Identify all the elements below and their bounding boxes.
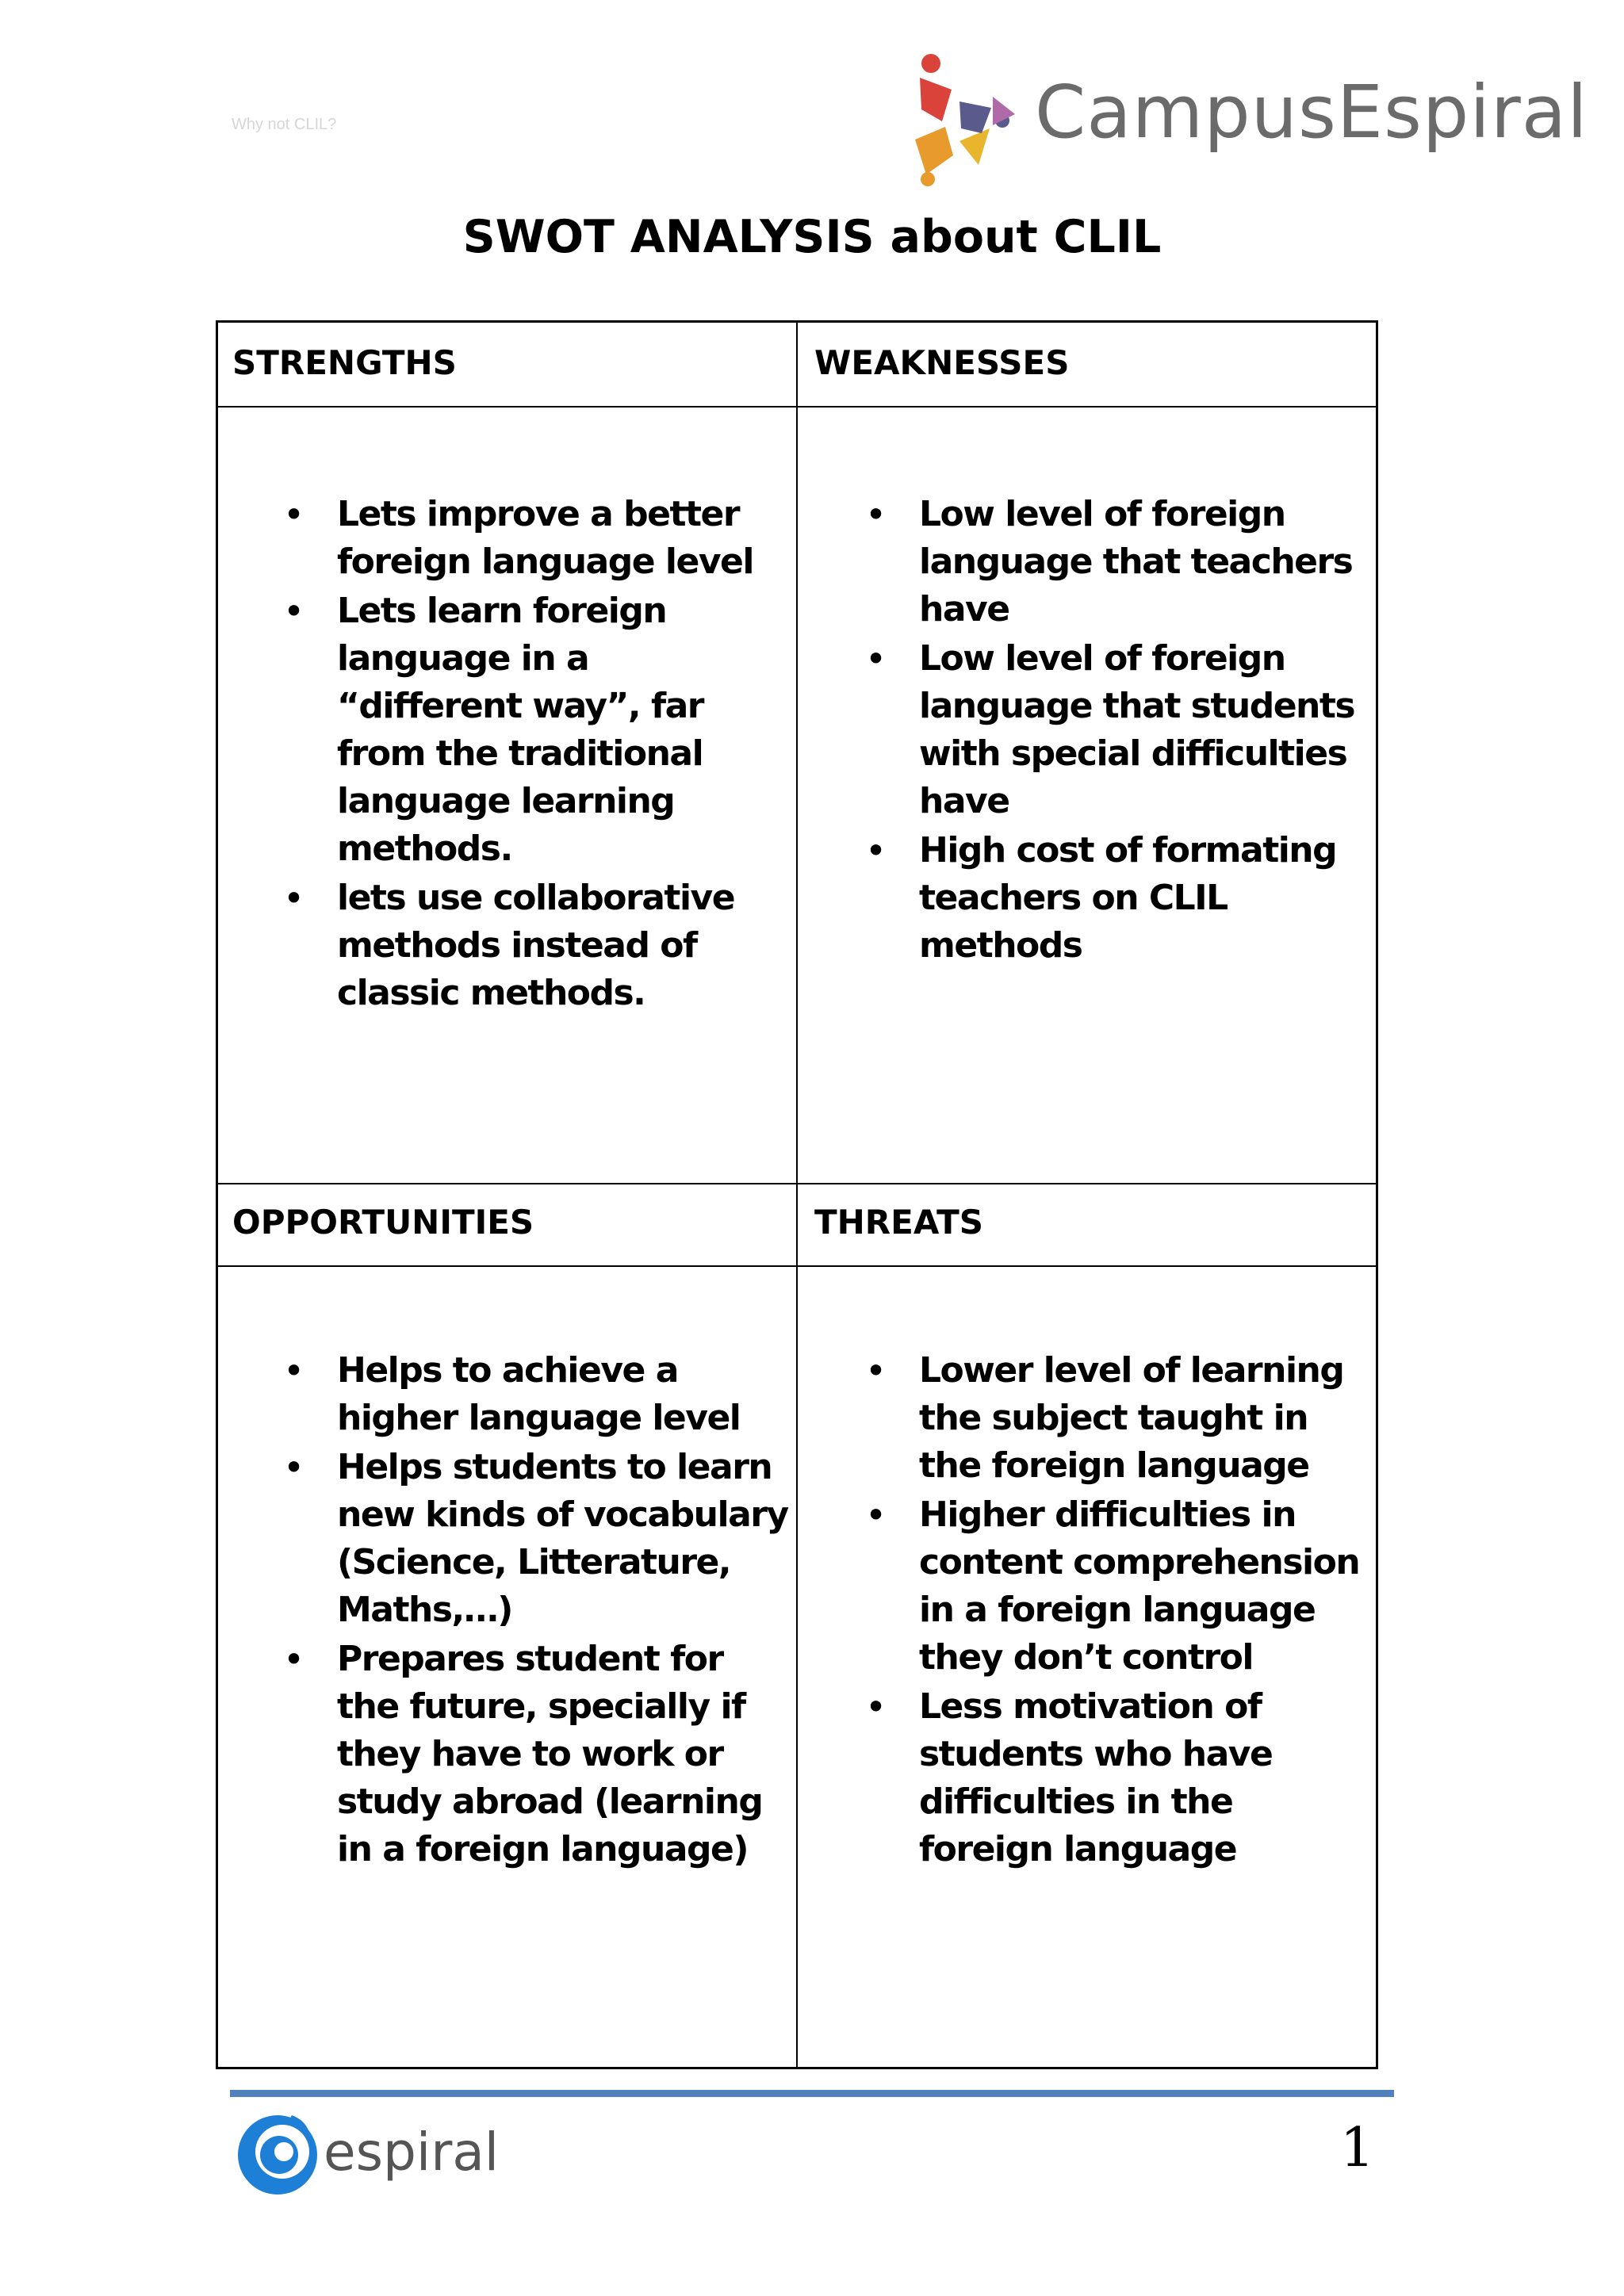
row-divider [218,1265,1376,1267]
strengths-heading: STRENGTHS [232,343,457,382]
footer-rule [230,2090,1394,2097]
list-item: • Helps to achieve a higher language level [283,1347,791,1442]
swot-table [216,320,1378,2069]
strengths-list [283,491,783,1019]
row-divider [218,1183,1376,1184]
espiral-brand: espiral [324,2122,500,2183]
row-divider [218,406,1376,408]
espiral-logo-icon [230,2106,325,2201]
list-item: • lets use collaborative methods instead of classic methods. [283,874,783,1017]
threats-heading: THREATS [814,1203,983,1242]
list-item: • Less motivation of students who have difficulties in the foreign language [865,1683,1373,1873]
list-item: • Lets improve a better foreign language level [283,491,783,586]
header-note: Why not CLIL? [232,116,337,133]
list-item: • Helps students to learn new kinds of vocabulary (Science, Litterature, Maths,…) [283,1444,791,1634]
page-number: 1 [1340,2117,1375,2179]
column-divider [796,323,798,2067]
opportunities-heading: OPPORTUNITIES [232,1203,534,1242]
threats-list [865,1347,1373,1875]
list-item: • Lets learn foreign language in a “different way”, far from the traditional language learning methods. [283,587,783,873]
list-item: • Low level of foreign language that students with special difficulties have [865,635,1373,825]
list-item: • Prepares student for the future, specially if they have to work or study abroad (learning in a foreign language) [283,1636,791,1873]
weaknesses-heading: WEAKNESSES [814,343,1070,382]
list-item: • Lower level of learning the subject taught in the foreign language [865,1347,1373,1490]
page-title: SWOT ANALYSIS about CLIL [462,211,1162,263]
opportunities-list [283,1347,791,1875]
list-item: • Low level of foreign language that teachers have [865,491,1373,633]
list-item: • High cost of formating teachers on CLIL methods [865,827,1373,970]
campus-espiral-brand: CampusEspiral [1035,70,1588,155]
weaknesses-list [865,491,1373,971]
list-item: • Higher difficulties in content comprehension in a foreign language they don’t control [865,1491,1373,1682]
